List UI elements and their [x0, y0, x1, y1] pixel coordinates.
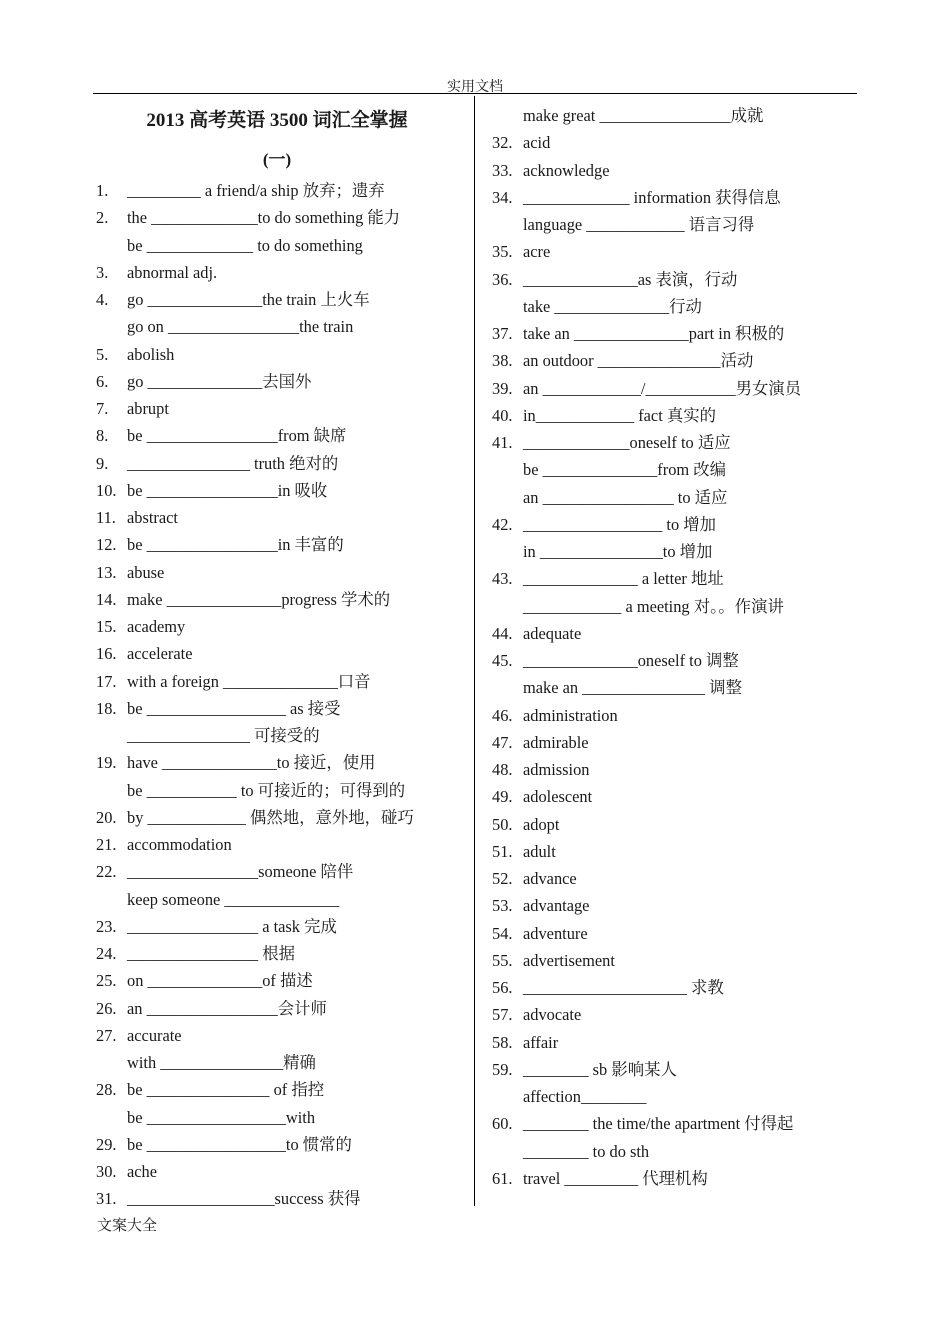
item-text: be ________________in 吸收 [127, 480, 328, 500]
item-number: 60. [492, 1114, 513, 1134]
item-text: adopt [523, 814, 560, 834]
item-text: admirable [523, 732, 589, 752]
item-text: be ___________ to 可接近的；可得到的 [127, 780, 406, 800]
item-text: take an ______________part in 积极的 [523, 324, 785, 343]
item-text: take ______________行动 [523, 296, 702, 316]
item-text: acre [523, 242, 551, 262]
item-number: 5. [96, 344, 109, 364]
vocab-line [96, 1158, 468, 1185]
item-text: be ________________in 丰富的 [127, 535, 344, 555]
vocab-line [492, 674, 852, 701]
item-number: 50. [492, 814, 513, 834]
item-text: _______________ 可接受的 [127, 726, 320, 745]
item-number: 52. [492, 869, 513, 888]
item-number: 21. [96, 835, 117, 854]
vocab-line [492, 947, 852, 974]
item-number: 57. [492, 1005, 513, 1025]
item-number: 59. [492, 1059, 513, 1079]
left-column [96, 177, 468, 1213]
vocab-line [96, 204, 468, 231]
vocab-line [96, 668, 468, 695]
item-number: 46. [492, 705, 513, 725]
item-text: adolescent [523, 787, 593, 807]
vocab-line [492, 647, 852, 674]
vocab-line [492, 811, 852, 838]
item-text: ache [127, 1162, 158, 1181]
vocab-line [492, 320, 852, 347]
item-number: 17. [96, 671, 117, 691]
item-number: 53. [492, 896, 513, 916]
vocab-line [492, 511, 852, 538]
item-text: accelerate [127, 644, 193, 664]
item-number: 31. [96, 1189, 117, 1209]
item-number: 54. [492, 923, 513, 943]
item-text: accurate [127, 1025, 182, 1045]
vocab-line [96, 1104, 468, 1131]
vocab-line [96, 995, 468, 1022]
vocab-line [96, 640, 468, 667]
item-text: with _______________精确 [127, 1053, 316, 1072]
item-number: 3. [96, 262, 109, 282]
item-text: advertisement [523, 950, 615, 970]
vocab-line [96, 940, 468, 967]
item-text: an ________________会计师 [127, 998, 327, 1018]
item-text: advocate [523, 1005, 582, 1025]
vocab-line [492, 538, 852, 565]
item-number: 35. [492, 242, 513, 262]
vocab-line [492, 456, 852, 483]
item-text: admission [523, 760, 590, 779]
item-text: _________ a friend/a ship 放弃；遗弃 [127, 181, 385, 200]
item-number: 6. [96, 371, 109, 391]
item-text: ____________ a meeting 对。。作演讲 [523, 596, 784, 616]
item-text: accommodation [127, 835, 232, 854]
item-number: 28. [96, 1080, 117, 1100]
vocab-line [96, 177, 468, 204]
vocab-line [96, 531, 468, 558]
vocab-line [96, 286, 468, 313]
item-text: advantage [523, 896, 590, 916]
right-column [492, 102, 852, 1192]
vocab-line [492, 429, 852, 456]
item-number: 61. [492, 1168, 513, 1188]
item-text: go ______________去国外 [127, 371, 312, 391]
item-text: have ______________to 接近，使用 [127, 753, 376, 773]
vocab-line [96, 1022, 468, 1049]
item-number: 39. [492, 378, 513, 398]
item-text: __________________success 获得 [127, 1189, 361, 1209]
item-number: 58. [492, 1032, 513, 1052]
item-text: be _________________with [127, 1107, 316, 1127]
header-rule [93, 93, 857, 94]
item-text: _______________ truth 绝对的 [127, 453, 339, 473]
item-number: 13. [96, 562, 117, 582]
vocab-line [492, 157, 852, 184]
vocab-line [492, 838, 852, 865]
item-text: by ____________ 偶然地，意外地，碰巧 [127, 807, 414, 827]
item-text: an ____________/___________男女演员 [523, 378, 802, 398]
item-number: 10. [96, 480, 117, 500]
item-text: the _____________to do something 能力 [127, 208, 401, 228]
item-text: be ________________from 缺席 [127, 426, 347, 446]
vocab-line [492, 1083, 852, 1110]
vocab-line [96, 1049, 468, 1076]
vocab-line [492, 293, 852, 320]
item-text: abrupt [127, 399, 169, 418]
vocab-line [492, 238, 852, 265]
vocab-line [96, 613, 468, 640]
item-number: 30. [96, 1162, 117, 1181]
page-title: 2013 高考英语 3500 词汇全掌握 [146, 110, 408, 131]
item-text: administration [523, 705, 618, 725]
item-text: ________________ a task 完成 [127, 916, 337, 936]
vocab-line [96, 259, 468, 286]
vocab-line [492, 1001, 852, 1028]
vocab-line [492, 484, 852, 511]
item-text: make great ________________成就 [523, 106, 764, 125]
item-text: language ____________ 语言习得 [523, 215, 755, 234]
item-text: in _______________to 增加 [523, 542, 713, 561]
item-text: affection________ [523, 1087, 647, 1106]
vocab-line [96, 368, 468, 395]
item-number: 12. [96, 535, 117, 555]
vocab-line [492, 702, 852, 729]
item-text: _________________ to 增加 [523, 514, 717, 534]
vocab-line [96, 477, 468, 504]
vocab-line [492, 402, 852, 429]
item-number: 27. [96, 1025, 117, 1045]
item-text: _____________oneself to 适应 [523, 433, 731, 452]
item-text: ________________someone 陪伴 [127, 862, 354, 882]
item-number: 4. [96, 290, 109, 309]
vocab-line [96, 504, 468, 531]
item-number: 44. [492, 623, 513, 643]
item-text: acknowledge [523, 160, 610, 180]
vocab-line [96, 777, 468, 804]
vocab-line [96, 1076, 468, 1103]
item-number: 9. [96, 453, 109, 473]
item-text: ______________ a letter 地址 [523, 569, 724, 589]
item-number: 14. [96, 589, 117, 609]
vocab-line [492, 729, 852, 756]
item-number: 41. [492, 433, 513, 452]
vocab-line [492, 1056, 852, 1083]
vocab-line [96, 695, 468, 722]
column-divider [474, 96, 475, 1206]
item-text: acid [523, 133, 551, 153]
vocab-line [492, 347, 852, 374]
item-number: 47. [492, 732, 513, 752]
vocab-line [96, 232, 468, 259]
vocab-line [492, 1029, 852, 1056]
item-number: 29. [96, 1134, 117, 1154]
item-number: 56. [492, 978, 513, 997]
item-number: 16. [96, 644, 117, 664]
item-number: 18. [96, 698, 117, 718]
vocab-line [96, 967, 468, 994]
item-text: adventure [523, 923, 588, 943]
page-footer: 文案大全 [97, 1218, 158, 1234]
item-text: ______________oneself to 调整 [523, 651, 739, 670]
item-text: go on ________________the train [127, 317, 354, 337]
vocab-line [492, 593, 852, 620]
vocab-line [492, 620, 852, 647]
item-number: 26. [96, 998, 117, 1018]
item-number: 11. [96, 508, 116, 527]
vocab-line [96, 422, 468, 449]
item-text: ____________________ 求教 [523, 978, 724, 997]
item-number: 51. [492, 841, 513, 861]
item-number: 55. [492, 950, 513, 970]
vocab-line [492, 974, 852, 1001]
vocab-line [96, 858, 468, 885]
vocab-line [96, 913, 468, 940]
item-text: on ______________of 描述 [127, 971, 313, 991]
page-header: 实用文档 [447, 80, 503, 95]
item-text: be ______________from 改编 [523, 460, 727, 480]
item-text: ________ sb 影响某人 [523, 1059, 677, 1079]
item-text: keep someone ______________ [127, 889, 340, 909]
item-number: 33. [492, 160, 513, 180]
item-number: 2. [96, 208, 109, 228]
item-number: 8. [96, 426, 109, 446]
vocab-line [96, 559, 468, 586]
vocab-line [492, 565, 852, 592]
item-number: 36. [492, 269, 513, 289]
vocab-line [96, 804, 468, 831]
item-text: be _________________to 惯常的 [127, 1134, 352, 1154]
item-text: abolish [127, 344, 175, 364]
item-text: adequate [523, 623, 582, 643]
vocab-line [96, 1131, 468, 1158]
item-number: 42. [492, 514, 513, 534]
vocab-line [96, 749, 468, 776]
item-text: make an _______________ 调整 [523, 678, 742, 698]
vocab-line [492, 892, 852, 919]
vocab-line [96, 313, 468, 340]
vocab-line [492, 211, 852, 238]
vocab-line [492, 756, 852, 783]
item-text: be _______________ of 指控 [127, 1080, 325, 1100]
item-number: 40. [492, 405, 513, 425]
vocab-line [492, 184, 852, 211]
vocab-line [492, 865, 852, 892]
item-text: make ______________progress 学术的 [127, 589, 391, 609]
item-number: 48. [492, 760, 513, 779]
vocab-line [96, 341, 468, 368]
item-number: 20. [96, 807, 117, 827]
vocab-line [96, 886, 468, 913]
vocab-line [492, 1138, 852, 1165]
item-number: 43. [492, 569, 513, 589]
vocab-line [492, 102, 852, 129]
vocab-line [492, 266, 852, 293]
vocab-line [96, 450, 468, 477]
item-number: 24. [96, 944, 117, 963]
item-text: be _________________ as 接受 [127, 698, 341, 718]
item-number: 34. [492, 187, 513, 207]
vocab-line [96, 722, 468, 749]
item-number: 7. [96, 399, 109, 418]
item-text: with a foreign ______________口音 [127, 671, 371, 691]
vocab-line [492, 1165, 852, 1192]
item-text: _____________ information 获得信息 [523, 187, 781, 207]
item-text: advance [523, 869, 577, 888]
item-number: 49. [492, 787, 513, 807]
vocab-line [492, 375, 852, 402]
vocab-line [492, 1110, 852, 1137]
item-number: 1. [96, 181, 109, 200]
item-number: 23. [96, 916, 117, 936]
item-number: 15. [96, 617, 117, 636]
vocab-line [96, 831, 468, 858]
item-text: in____________ fact 真实的 [523, 405, 717, 425]
vocab-line [96, 1185, 468, 1212]
item-text: adult [523, 841, 556, 861]
item-text: academy [127, 617, 186, 636]
item-number: 25. [96, 971, 117, 991]
page-subtitle: (一) [262, 150, 292, 169]
item-number: 45. [492, 651, 513, 670]
item-text: travel _________ 代理机构 [523, 1168, 708, 1188]
item-text: an outdoor _______________活动 [523, 351, 754, 371]
item-text: ________________ 根据 [127, 944, 296, 963]
vocab-line [96, 586, 468, 613]
item-text: affair [523, 1032, 559, 1052]
item-text: ______________as 表演，行动 [523, 269, 738, 289]
item-text: an ________________ to 适应 [523, 487, 728, 507]
item-text: go ______________the train 上火车 [127, 290, 370, 309]
item-text: abnormal adj. [127, 262, 218, 282]
item-text: ________ the time/the apartment 付得起 [523, 1114, 794, 1134]
vocab-line [492, 920, 852, 947]
item-text: be _____________ to do something [127, 235, 363, 255]
item-number: 37. [492, 324, 513, 343]
item-text: abstract [127, 508, 178, 527]
vocab-line [96, 395, 468, 422]
vocab-line [492, 783, 852, 810]
item-number: 19. [96, 753, 117, 773]
vocab-line [492, 129, 852, 156]
item-text: abuse [127, 562, 165, 582]
item-number: 22. [96, 862, 117, 882]
item-number: 32. [492, 133, 513, 153]
item-number: 38. [492, 351, 513, 371]
item-text: ________ to do sth [523, 1141, 650, 1161]
